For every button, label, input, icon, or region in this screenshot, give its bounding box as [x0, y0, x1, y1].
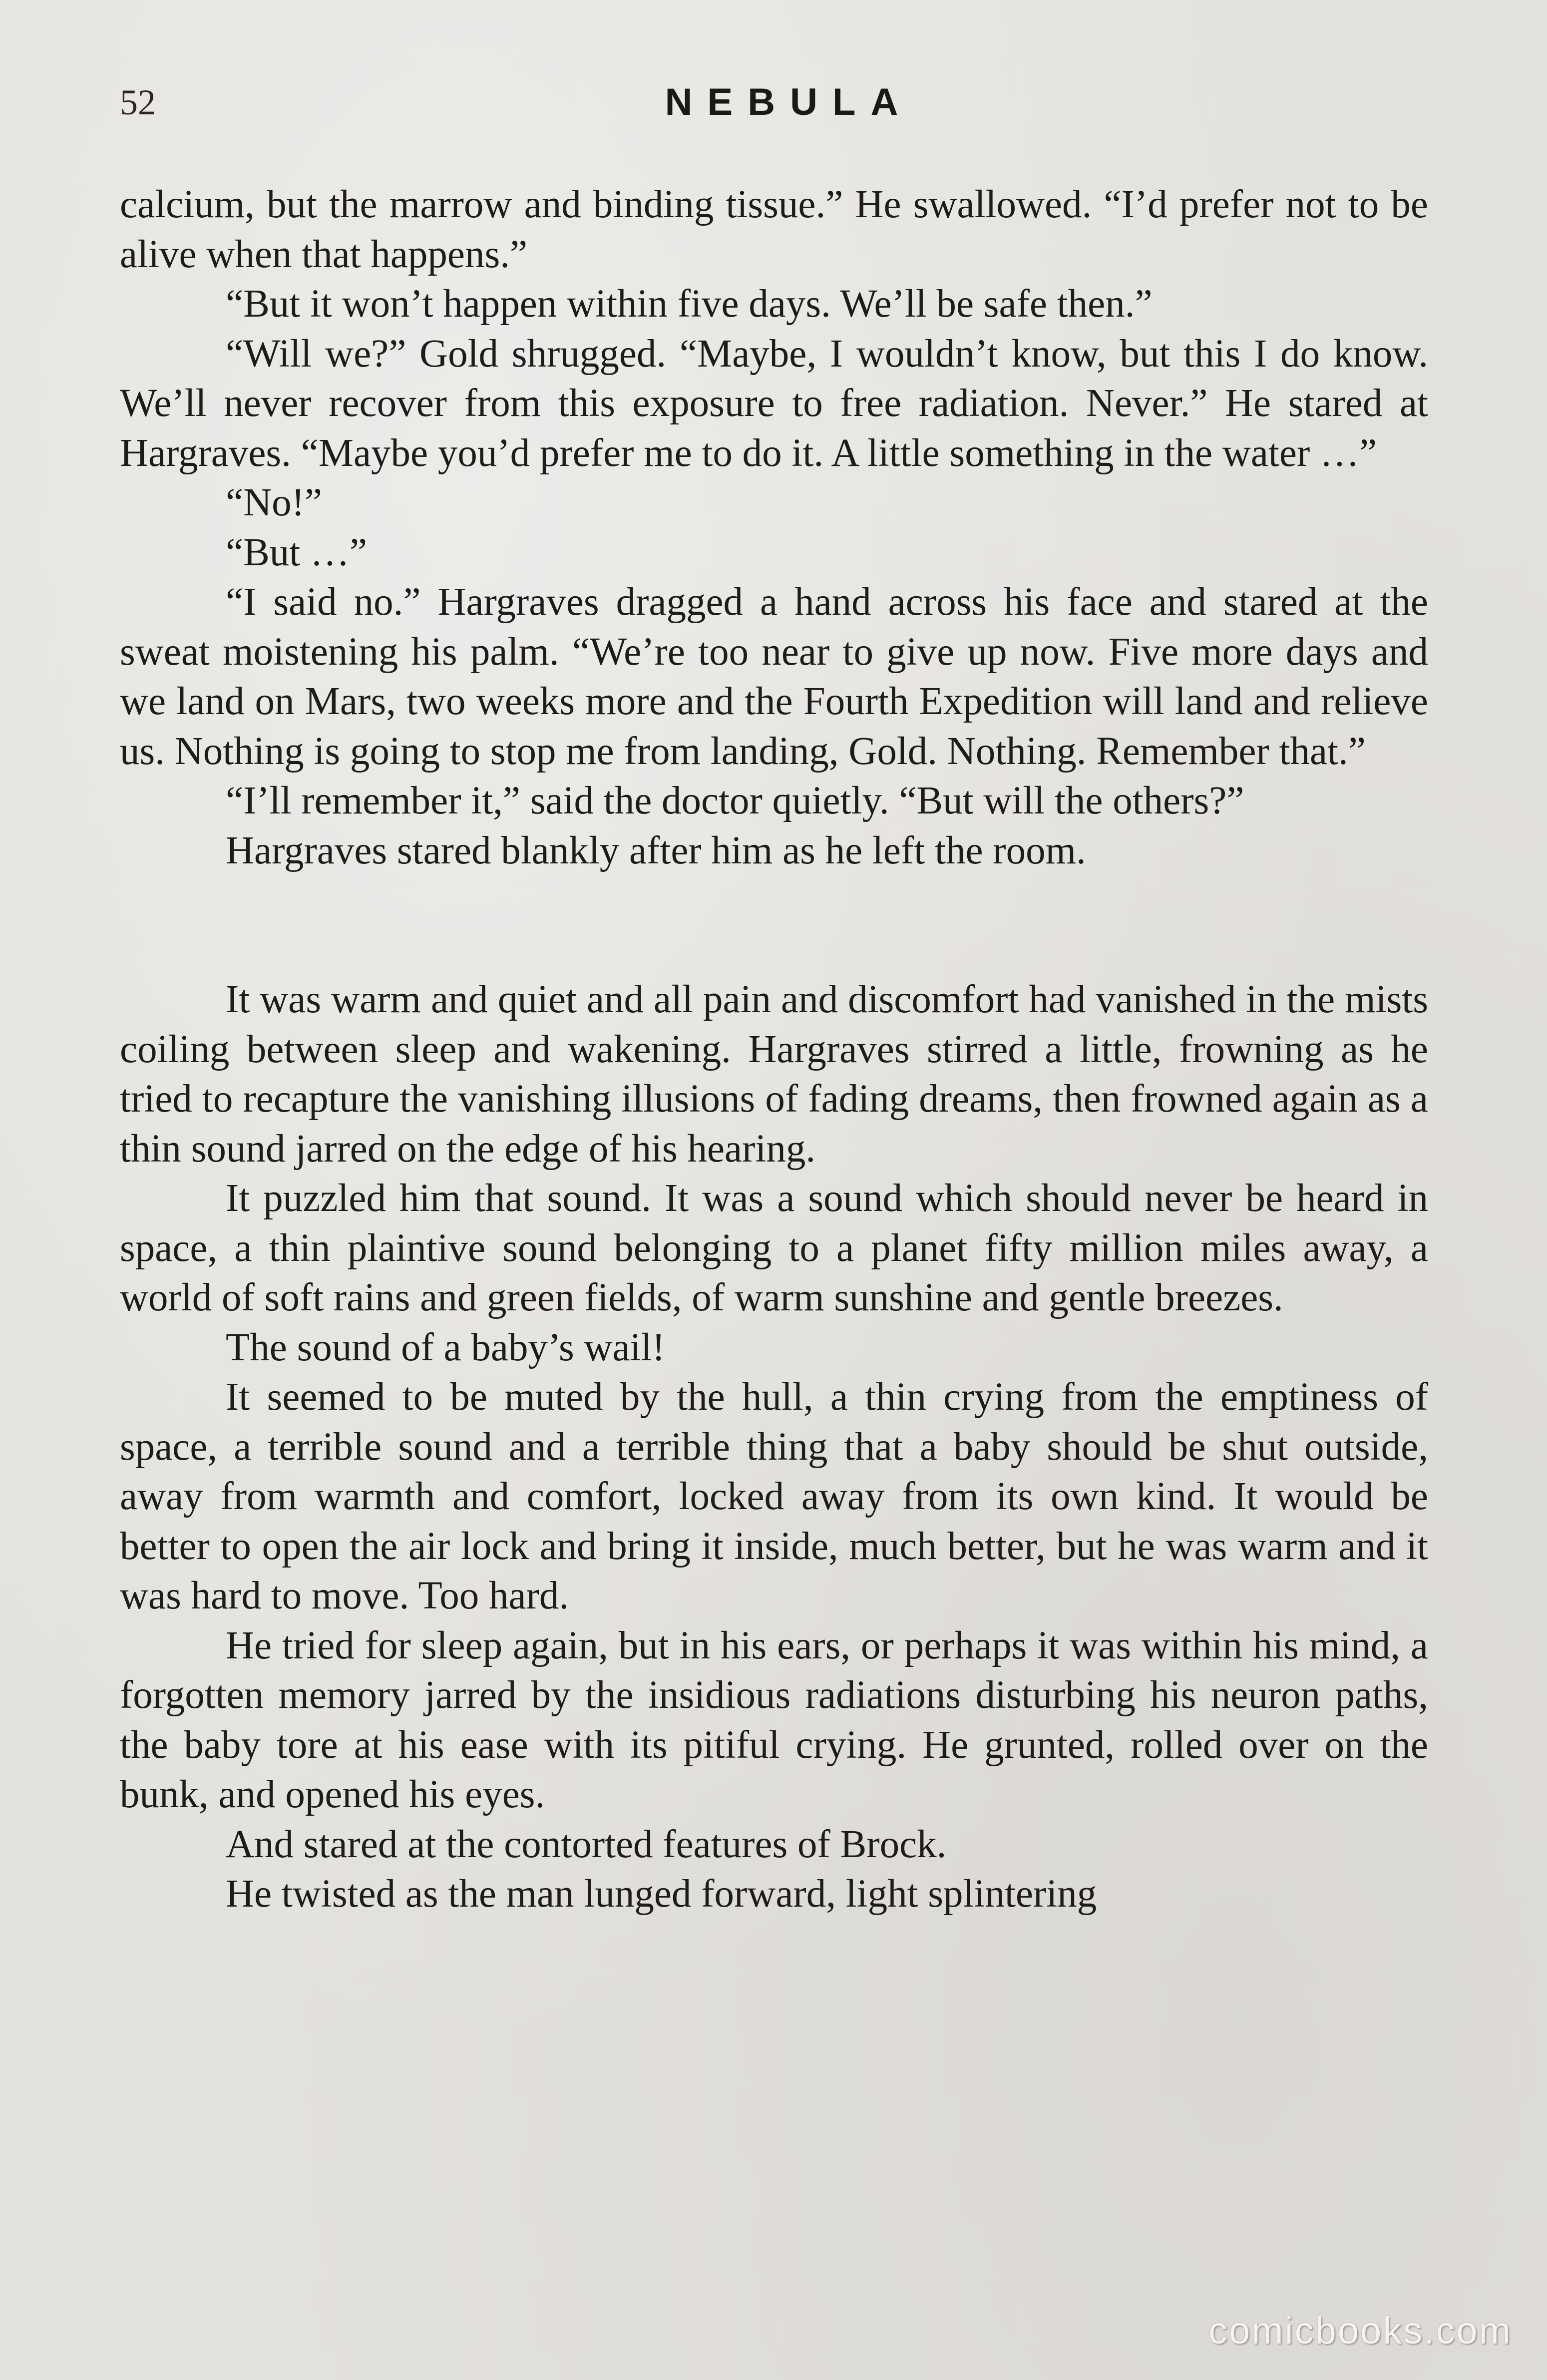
paragraph: “No!” [226, 481, 322, 524]
paragraph: It seemed to be muted by the hull, a thin crying from the emptiness of space, a terrible sound and a terrible thing that a baby should be shut outside, away from warmth and comfort, locked away from its own kind. It would be better to open the air lock and bring it inside, much better, but he was warm and it was hard to move. Too hard. [120, 1375, 1428, 1617]
paragraph: “But …” [226, 530, 368, 574]
paragraph: The sound of a baby’s wail! [226, 1325, 665, 1369]
paragraph: “I’ll remember it,” said the doctor quietly. “But will the others?” [226, 779, 1244, 822]
paragraph: It was warm and quiet and all pain and discomfort had vanished in the mists coiling between sleep and wakening. Hargraves stirred a little, frowning as he tried to recapture the vanishing illusions of fading dreams, then frowned again as a thin sound jarred on the edge of his hearing. [120, 978, 1428, 1171]
paragraph: calcium, but the marrow and binding tissue.” He swallowed. “I’d prefer not to be alive when that happens.” [120, 183, 1428, 276]
page-number: 52 [120, 82, 156, 122]
section-break [120, 875, 1428, 975]
magazine-title: NEBULA [665, 81, 913, 123]
paragraph: It puzzled him that sound. It was a sound which should never be heard in space, a thin plaintive sound belonging to a planet fifty million miles away, a world of soft rains and green fields, of warm sunshine and gentle breezes. [120, 1177, 1428, 1319]
paragraph: And stared at the contorted features of Brock. [226, 1822, 947, 1866]
paragraph: “But it won’t happen within five days. We’ll be safe then.” [226, 282, 1153, 326]
body-text [120, 180, 1428, 1919]
paragraph: He tried for sleep again, but in his ears, or perhaps it was within his mind, a forgotten memory jarred by the insidious radiations disturbing his neuron paths, the baby tore at his ease with its pitiful crying. He grunted, rolled over on the bunk, and opened his eyes. [120, 1623, 1428, 1816]
paragraph: “Will we?” Gold shrugged. “Maybe, I wouldn’t know, but this I do know. We’ll never recover from this exposure to free radiation. Never.” He stared at Hargraves. “Maybe you’d prefer me to do it. A little something in the water …” [120, 332, 1428, 475]
paragraph: “I said no.” Hargraves dragged a hand across his face and stared at the sweat moistening his palm. “We’re too near to give up now. Five more days and we land on Mars, two weeks more and the Fourth Expedition will land and relieve us. Nothing is going to stop me from landing, Gold. Nothing. Remember that.” [120, 580, 1428, 773]
watermark: comicbooks.com [1208, 2310, 1512, 2352]
paragraph: Hargraves stared blankly after him as he left the room. [226, 828, 1086, 872]
paragraph: He twisted as the man lunged forward, light splintering [226, 1872, 1097, 1916]
running-head [120, 75, 1428, 130]
